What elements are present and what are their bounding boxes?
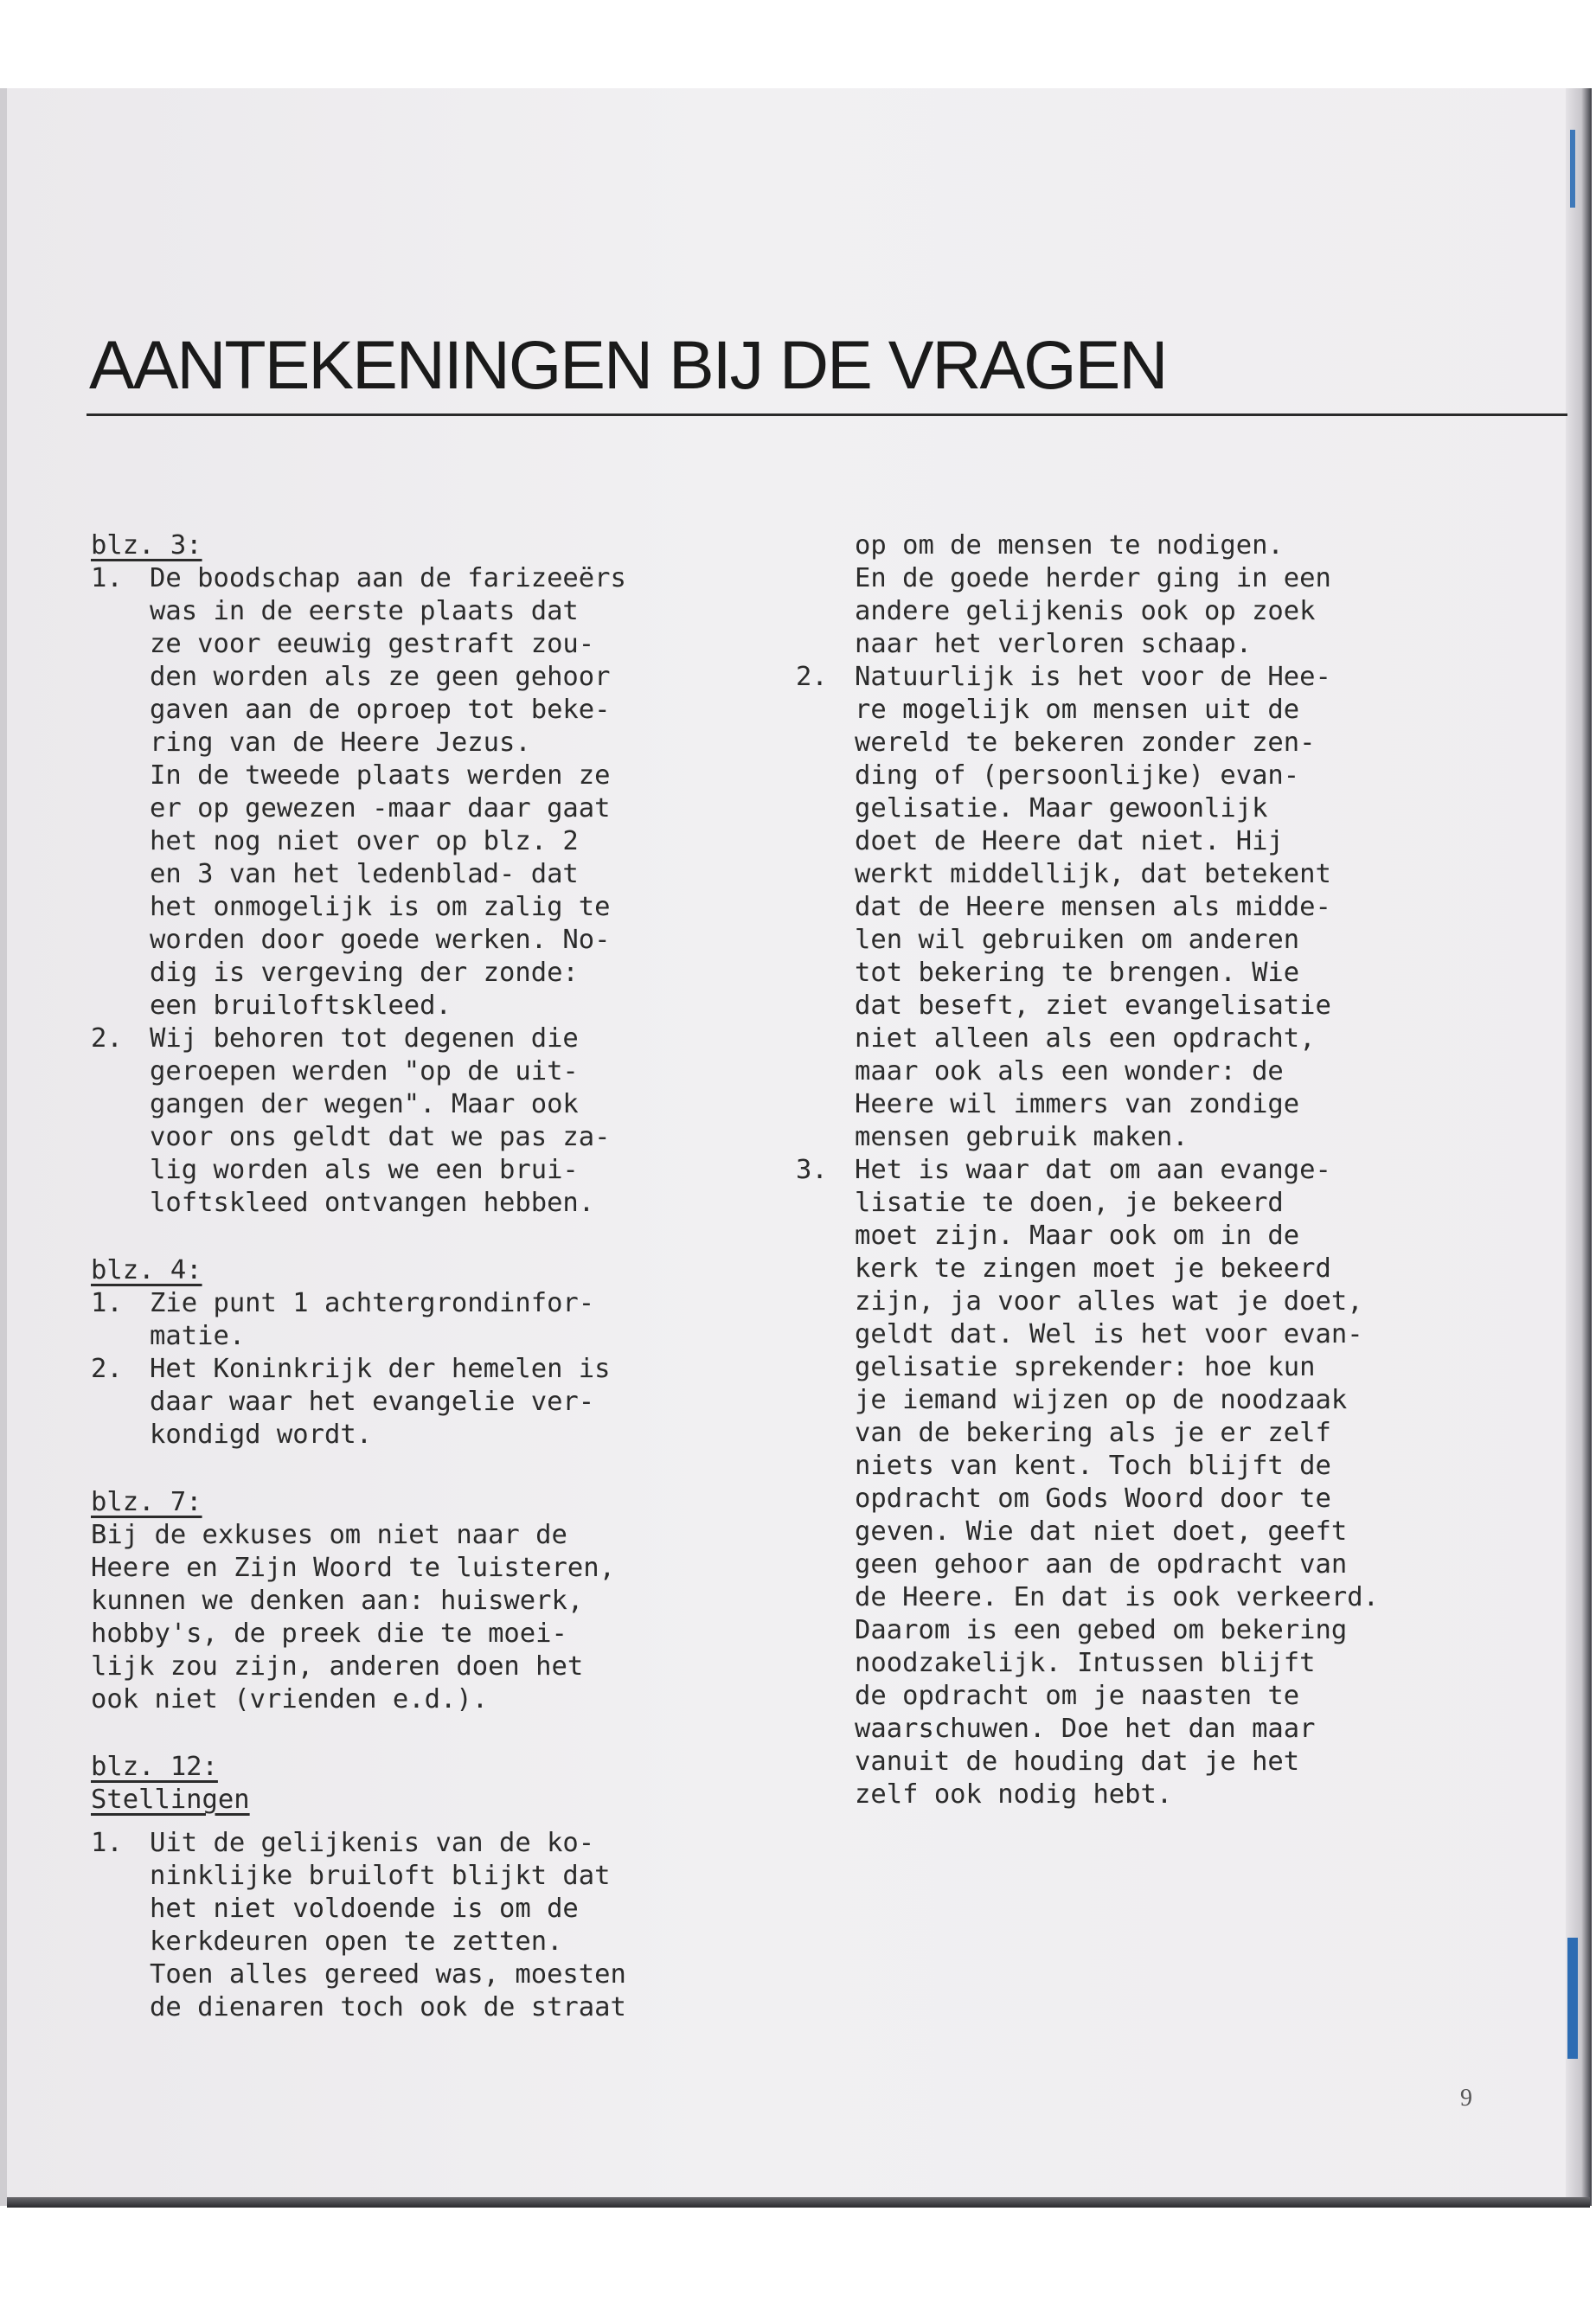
item-text: Zie punt 1 achtergrondinfor- matie.	[150, 1288, 595, 1351]
page-title: AANTEKENINGEN BIJ DE VRAGEN	[89, 326, 1167, 403]
list-item	[91, 1022, 783, 1220]
section-heading-blz-3: blz. 3:	[91, 530, 202, 561]
list-item	[796, 1154, 1540, 1811]
page-left-edge	[0, 88, 7, 2206]
item-number: 2.	[91, 1354, 123, 1384]
section-heading-blz-7: blz. 7:	[91, 1487, 202, 1517]
section-heading-blz-4: blz. 4:	[91, 1255, 202, 1285]
item-text: Uit de gelijkenis van de ko- ninklijke bruiloft blijkt dat het niet voldoende is om de kerkdeuren open te zetten. Toen alles gereed was, moesten de dienaren toch ook de straat	[150, 1828, 626, 2022]
page-edge-tab-bottom	[1567, 1938, 1578, 2059]
item-text: Natuurlijk is het voor de Hee- re mogelijk om mensen uit de wereld te bekeren zonder zen- ding of (persoonlijke) evan- gelisatie. Maar gewoonlijk doet de Heere dat niet. Hij werkt middellijk, dat betekent dat de Heere mensen als midde- len wil gebruiken om anderen tot bekering te brengen. Wie dat beseft, ziet evangelisatie niet alleen als een opdracht, maar ook als een wonder: de Heere wil immers van zondige mensen gebruik maken.	[855, 662, 1331, 1152]
list-item	[91, 1353, 783, 1452]
item-number: 1.	[91, 563, 123, 593]
item-number: 1.	[91, 1288, 123, 1318]
right-column	[796, 529, 1540, 1811]
page-bottom-edge	[7, 2197, 1590, 2208]
subheading-stellingen: Stellingen	[91, 1785, 250, 1815]
list-item	[91, 1827, 783, 2024]
item-number: 2.	[796, 662, 828, 692]
list-item	[91, 1287, 783, 1353]
page-edge-tab-top	[1570, 130, 1575, 208]
item-text: Het is waar dat om aan evange- lisatie te doen, je bekeerd moet zijn. Maar ook om in de kerk te zingen moet je bekeerd zijn, ja voor alles wat je doet, geldt dat. Wel is het voor evan- gelisatie sprekender: hoe kun je iemand wijzen op de noodzaak van de bekering als je er zelf niets van kent. Toch blijft de opdracht om Gods Woord door te geven. Wie dat niet doet, geeft geen gehoor aan de opdracht van de Heere. En dat is ook verkeerd. Daarom is een gebed om bekering noodzakelijk. Intussen blijft de opdracht om je naasten te waarschuwen. Doe het dan maar vanuit de houding dat je het zelf ook nodig hebt.	[855, 1155, 1379, 1810]
item-text: op om de mensen te nodigen. En de goede herder ging in een andere gelijkenis ook op zoek naar het verloren schaap.	[855, 530, 1331, 659]
page-right-edge	[1566, 88, 1592, 2206]
continuation-text	[796, 529, 1540, 661]
item-number: 1.	[91, 1828, 123, 1858]
list-item	[91, 562, 783, 1022]
item-number: 3.	[796, 1155, 828, 1185]
item-text: Wij behoren tot degenen die geroepen werden "op de uit- gangen der wegen". Maar ook voor ons geldt dat we pas za- lig worden als we een brui- loftskleed ontvangen hebben.	[150, 1023, 611, 1218]
left-column	[91, 529, 783, 2024]
page-number: 9	[1460, 2085, 1472, 2112]
list-item	[796, 661, 1540, 1154]
item-text: De boodschap aan de farizeeërs was in de eerste plaats dat ze voor eeuwig gestraft zou- den worden als ze geen gehoor gaven aan de oproep tot beke- ring van de Heere Jezus. In de tweede plaats werden ze er op gewezen -maar daar gaat het nog niet over op blz. 2 en 3 van het ledenblad- dat het onmogelijk is om zalig te worden door goede werken. No- dig is vergeving der zonde: een bruiloftskleed.	[150, 563, 626, 1021]
section-paragraph: Bij de exkuses om niet naar de Heere en Zijn Woord te luisteren, kunnen we denken aan: huiswerk, hobby's, de preek die te moei- lijk zou zijn, anderen doen het ook niet (vrienden e.d.).	[91, 1520, 615, 1715]
title-rule	[87, 413, 1567, 416]
item-number: 2.	[91, 1023, 123, 1054]
item-text: Het Koninkrijk der hemelen is daar waar het evangelie ver- kondigd wordt.	[150, 1354, 611, 1450]
section-heading-blz-12: blz. 12:	[91, 1752, 218, 1782]
